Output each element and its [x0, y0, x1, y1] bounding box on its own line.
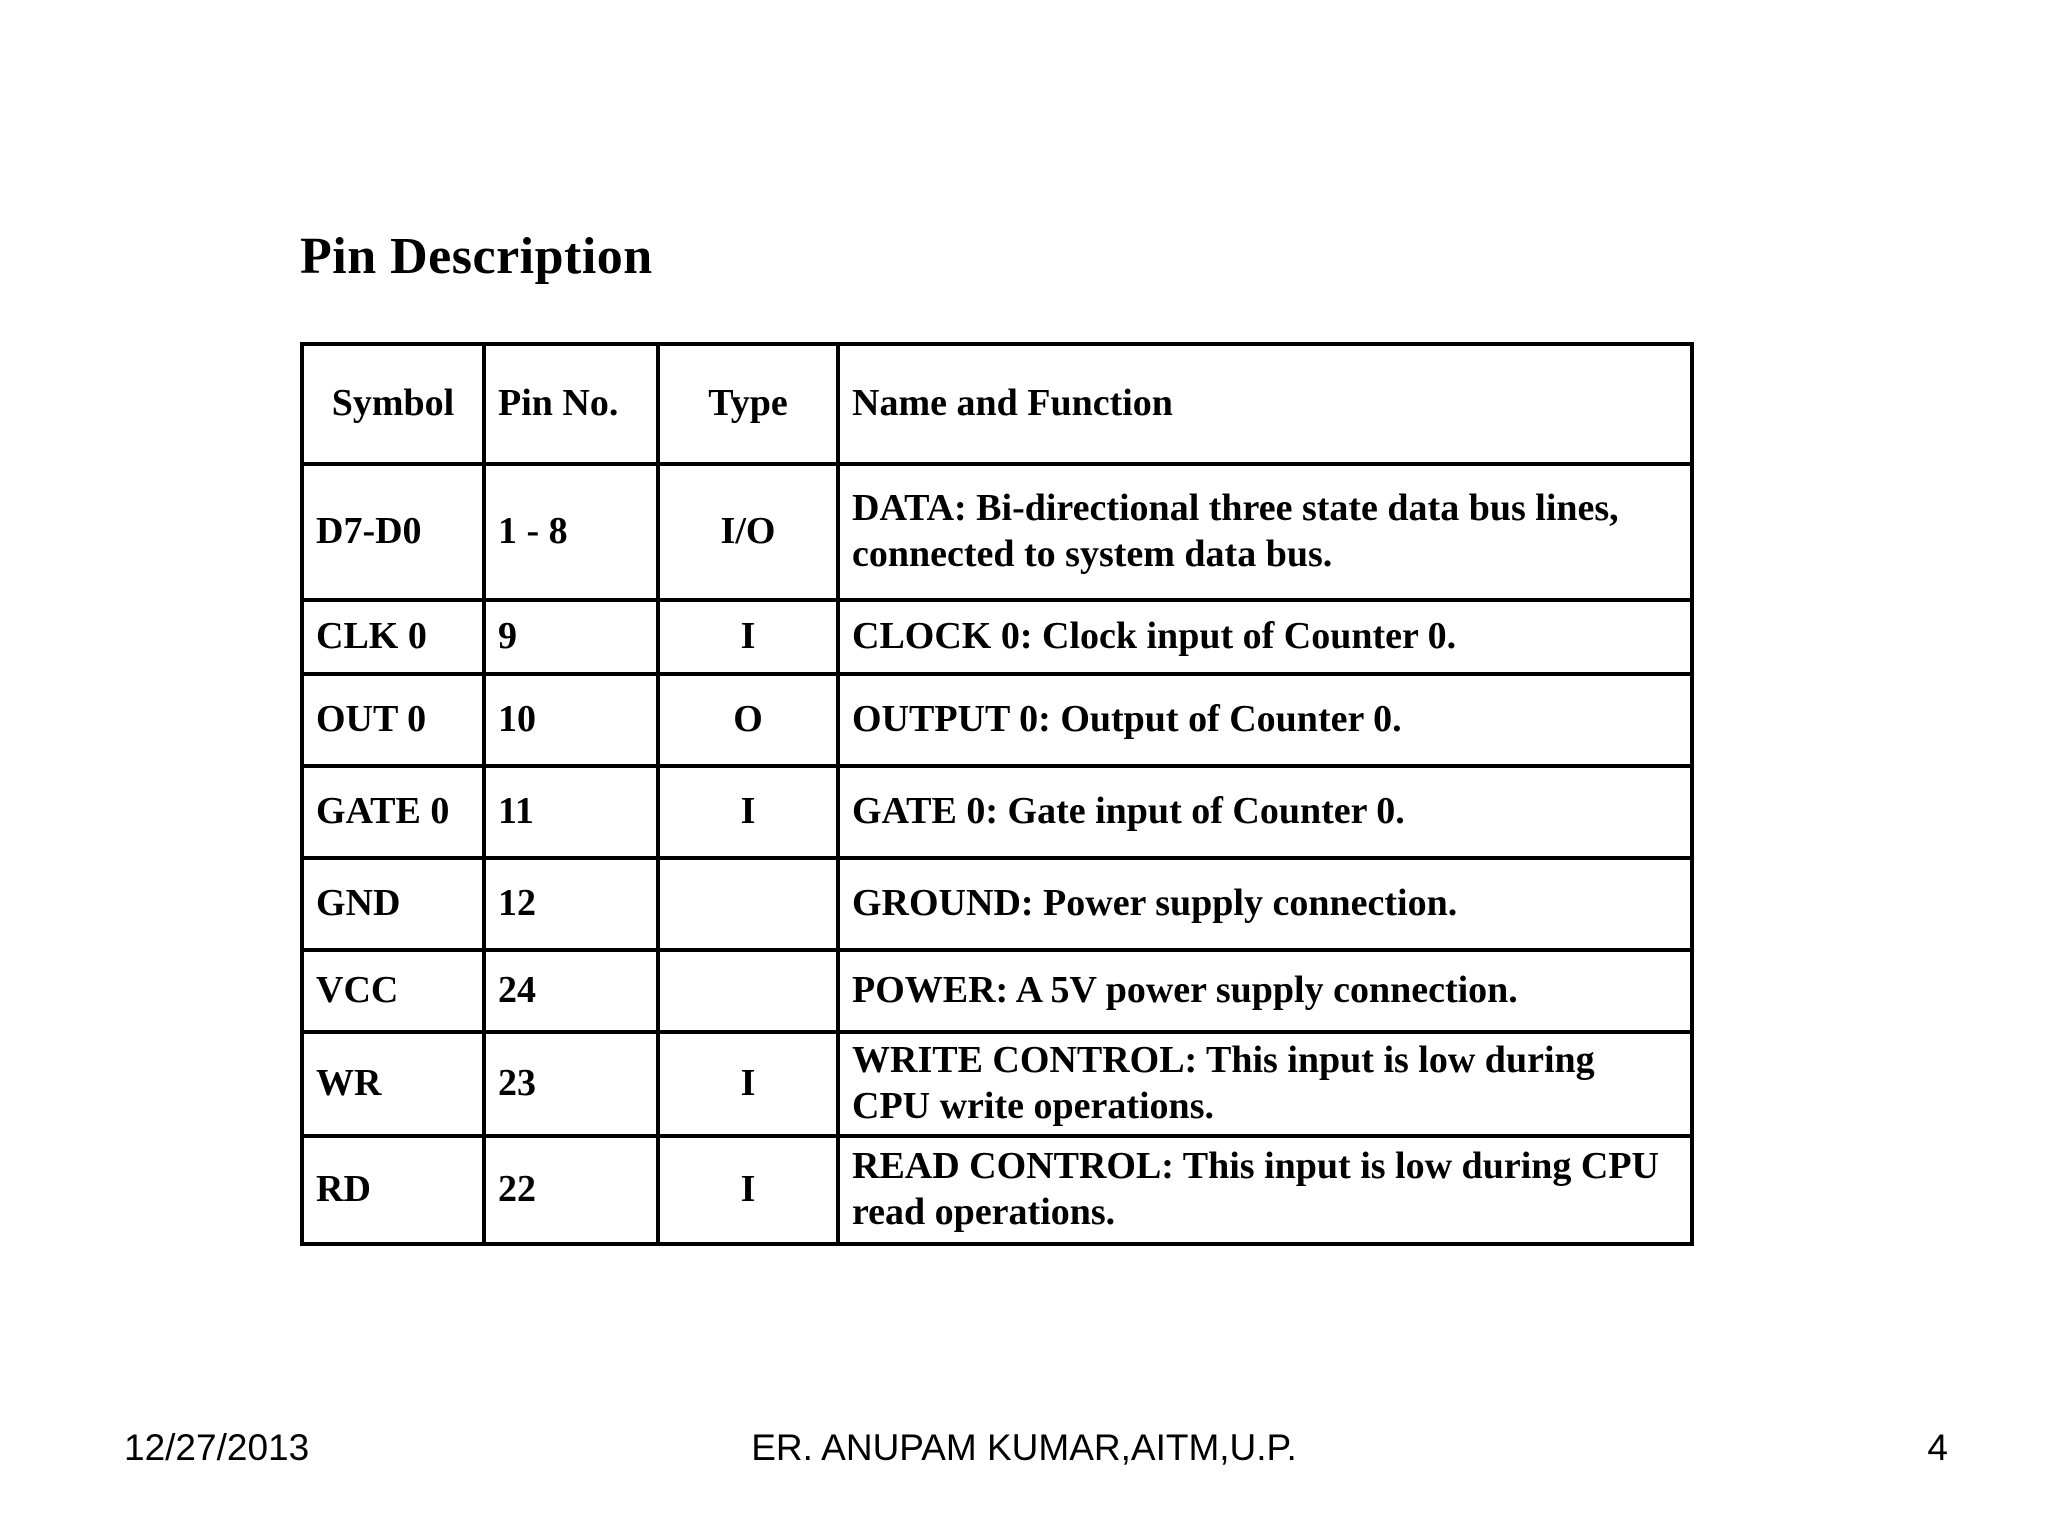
cell-function: GROUND: Power supply connection.: [838, 858, 1692, 950]
cell-symbol: OUT 0: [302, 674, 484, 766]
header-symbol: Symbol: [302, 344, 484, 464]
table-row: [302, 1136, 1692, 1244]
cell-type: [658, 858, 838, 950]
cell-symbol: VCC: [302, 950, 484, 1032]
table-row: [302, 1032, 1692, 1136]
slide-heading: Pin Description: [300, 228, 653, 285]
table-row: [302, 950, 1692, 1032]
pin-description-table: [300, 342, 1694, 1246]
header-type: Type: [658, 344, 838, 464]
cell-symbol: RD: [302, 1136, 484, 1244]
footer-page-number: 4: [1927, 1427, 1948, 1468]
footer-author: ER. ANUPAM KUMAR,AITM,U.P.: [751, 1427, 1297, 1468]
cell-function: WRITE CONTROL: This input is low during CPU write operations.: [838, 1032, 1692, 1136]
cell-function: READ CONTROL: This input is low during CPU read operations.: [838, 1136, 1692, 1244]
table-row: [302, 464, 1692, 600]
cell-pin: 10: [484, 674, 658, 766]
cell-type: I: [658, 600, 838, 674]
cell-pin: 11: [484, 766, 658, 858]
cell-pin: 22: [484, 1136, 658, 1244]
cell-type: I/O: [658, 464, 838, 600]
header-name-function: Name and Function: [838, 344, 1692, 464]
cell-type: I: [658, 1032, 838, 1136]
cell-type: I: [658, 766, 838, 858]
header-pin-no: Pin No.: [484, 344, 658, 464]
cell-function: POWER: A 5V power supply connection.: [838, 950, 1692, 1032]
table-header-row: [302, 344, 1692, 464]
table-row: [302, 766, 1692, 858]
table-row: [302, 674, 1692, 766]
cell-type: [658, 950, 838, 1032]
cell-pin: 9: [484, 600, 658, 674]
table-row: [302, 858, 1692, 950]
cell-pin: 23: [484, 1032, 658, 1136]
cell-symbol: WR: [302, 1032, 484, 1136]
cell-type: O: [658, 674, 838, 766]
cell-function: DATA: Bi-directional three state data bus lines, connected to system data bus.: [838, 464, 1692, 600]
cell-symbol: GND: [302, 858, 484, 950]
cell-function: GATE 0: Gate input of Counter 0.: [838, 766, 1692, 858]
cell-pin: 1 - 8: [484, 464, 658, 600]
cell-type: I: [658, 1136, 838, 1244]
table-row: [302, 600, 1692, 674]
cell-pin: 12: [484, 858, 658, 950]
cell-function: OUTPUT 0: Output of Counter 0.: [838, 674, 1692, 766]
cell-pin: 24: [484, 950, 658, 1032]
cell-function: CLOCK 0: Clock input of Counter 0.: [838, 600, 1692, 674]
cell-symbol: CLK 0: [302, 600, 484, 674]
cell-symbol: D7-D0: [302, 464, 484, 600]
footer-date: 12/27/2013: [124, 1427, 310, 1468]
cell-symbol: GATE 0: [302, 766, 484, 858]
